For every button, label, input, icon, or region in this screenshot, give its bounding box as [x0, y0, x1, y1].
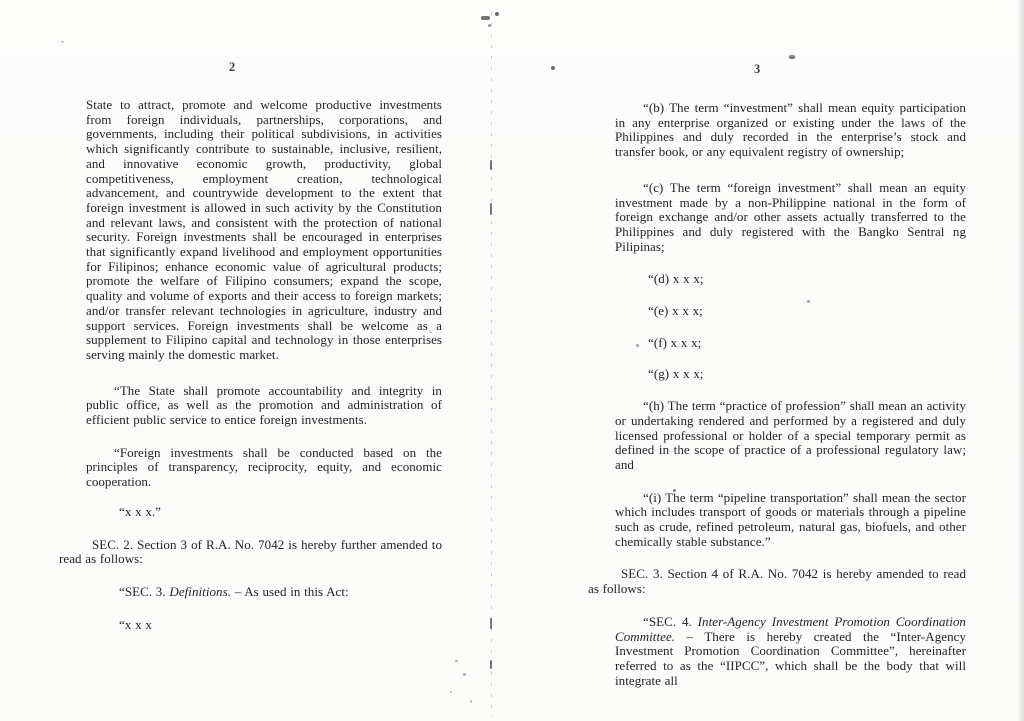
fold-line-mark — [490, 618, 492, 629]
scan-edge-shadow — [1017, 0, 1024, 721]
scan-speckle — [455, 660, 458, 662]
list-item-e: “(e) x x x; — [648, 303, 703, 319]
scan-speckle — [488, 24, 491, 27]
scan-speckle — [61, 41, 64, 43]
paragraph-sec3-amendment: SEC. 3. Section 4 of R.A. No. 7042 is hereby amended to read as follows: — [588, 566, 966, 597]
paragraph-state-policy: State to attract, promote and welcome productive investments from foreign individuals, partnerships, corporations, and governments, including their political subdivisions, in activities which significantly contribute to sustainable, inclusive, resilient, and innovative economic growth, productivity, global competitiveness, employment creation, technological advancement, and countrywide development to the extent that foreign investment is allowed in such activity by the Constitution and relevant laws, and consistent with the protection of national security. Foreign investments shall be encouraged in enterprises that significantly expand livelihood and employment opportunities for Filipinos; enhance economic value of agricultural products; promote the welfare of Filipino consumers; expand the scope, quality and volume of exports and their access to foreign markets; and/or transfer relevant technologies in agriculture, industry and support services. Foreign investments shall be welcome as a supplement to Filipino capital and technology in those enterprises serving mainly the domestic market. — [86, 97, 442, 362]
page-fold-line — [491, 12, 492, 717]
paragraph-sec4-iipcc — [615, 615, 966, 689]
list-item-f: “(f) x x x; — [648, 334, 702, 350]
sec3-definitions-title: Definitions. — [169, 583, 232, 599]
paragraph-sec2-amendment: SEC. 2. Section 3 of R.A. No. 7042 is hereby further amended to read as follows: — [59, 536, 442, 567]
paragraph-term-foreign-investment: “(c) The term “foreign investment” shall mean an equity investment made by a non-Philippine national in the form of foreign exchange and/or other assets actually transferred to the Philippines and duly registered with the Bangko Sentral ng Pilipinas; — [615, 179, 966, 254]
fold-line-mark — [490, 660, 492, 669]
scan-speckle — [495, 12, 499, 16]
scan-speckle — [450, 691, 452, 693]
page-3-text-column — [588, 100, 966, 688]
page-number-right: 3 — [754, 62, 761, 76]
scan-speckle — [481, 16, 490, 20]
sec3-definitions-prefix: “SEC. 3. — [119, 583, 170, 599]
paragraph-principles: “Foreign investments shall be conducted based on the principles of transparency, reciprocity, equity, and economic cooperation. — [86, 444, 442, 490]
fold-line-mark — [490, 203, 492, 215]
list-item-g: “(g) x x x; — [648, 366, 704, 382]
ellipsis-line: “x x x — [119, 616, 152, 632]
sec4-suffix: – There is hereby created the “Inter-Agency Investment Promotion Coordination Committee”, hereinafter referred to as the “IIPCC”, which shall be the body that will integrate all — [615, 628, 966, 688]
scan-speckle — [470, 700, 472, 703]
list-item-d: “(d) x x x; — [648, 271, 704, 287]
paragraph-term-pipeline-transportation: “(i) The term “pipeline transportation” shall mean the sector which includes transport of goods or materials through a pipeline such as crude, refined petroleum, natural gas, biofuels, and other chemically stable substance.” — [615, 489, 966, 549]
scan-speckle — [789, 55, 795, 59]
paragraph-accountability: “The State shall promote accountability and integrity in public office, as well as the promotion and administration of efficient public service to entice foreign investments. — [86, 382, 442, 428]
scan-speckle — [551, 66, 555, 70]
scan-speckle — [463, 673, 466, 676]
paragraph-sec3-definitions — [86, 585, 442, 600]
paragraph-term-investment: “(b) The term “investment” shall mean equity participation in any enterprise organized or existing under the laws of the Philippines and duly recorded in the enterprise’s stock and transfer book, or any equivalent registry of ownership; — [615, 100, 966, 160]
sec4-committee-title: Inter-Agency Investment Promotion Coordination Committee. — [615, 613, 966, 644]
sec3-definitions-suffix: – As used in this Act: — [231, 583, 349, 599]
paragraph-term-practice-of-profession: “(h) The term “practice of profession” shall mean an activity or undertaking rendered and performed by a registered and duly licensed professional or holder of a special temporary permit as defined in the scope of practice of a professional regulatory law; and — [615, 398, 966, 472]
page-2-text-column — [59, 97, 442, 632]
sec4-prefix: “SEC. 4. — [643, 613, 698, 629]
fold-line-mark — [490, 160, 492, 170]
ellipsis-line: “x x x.” — [119, 503, 161, 519]
page-number-left: 2 — [229, 60, 236, 74]
